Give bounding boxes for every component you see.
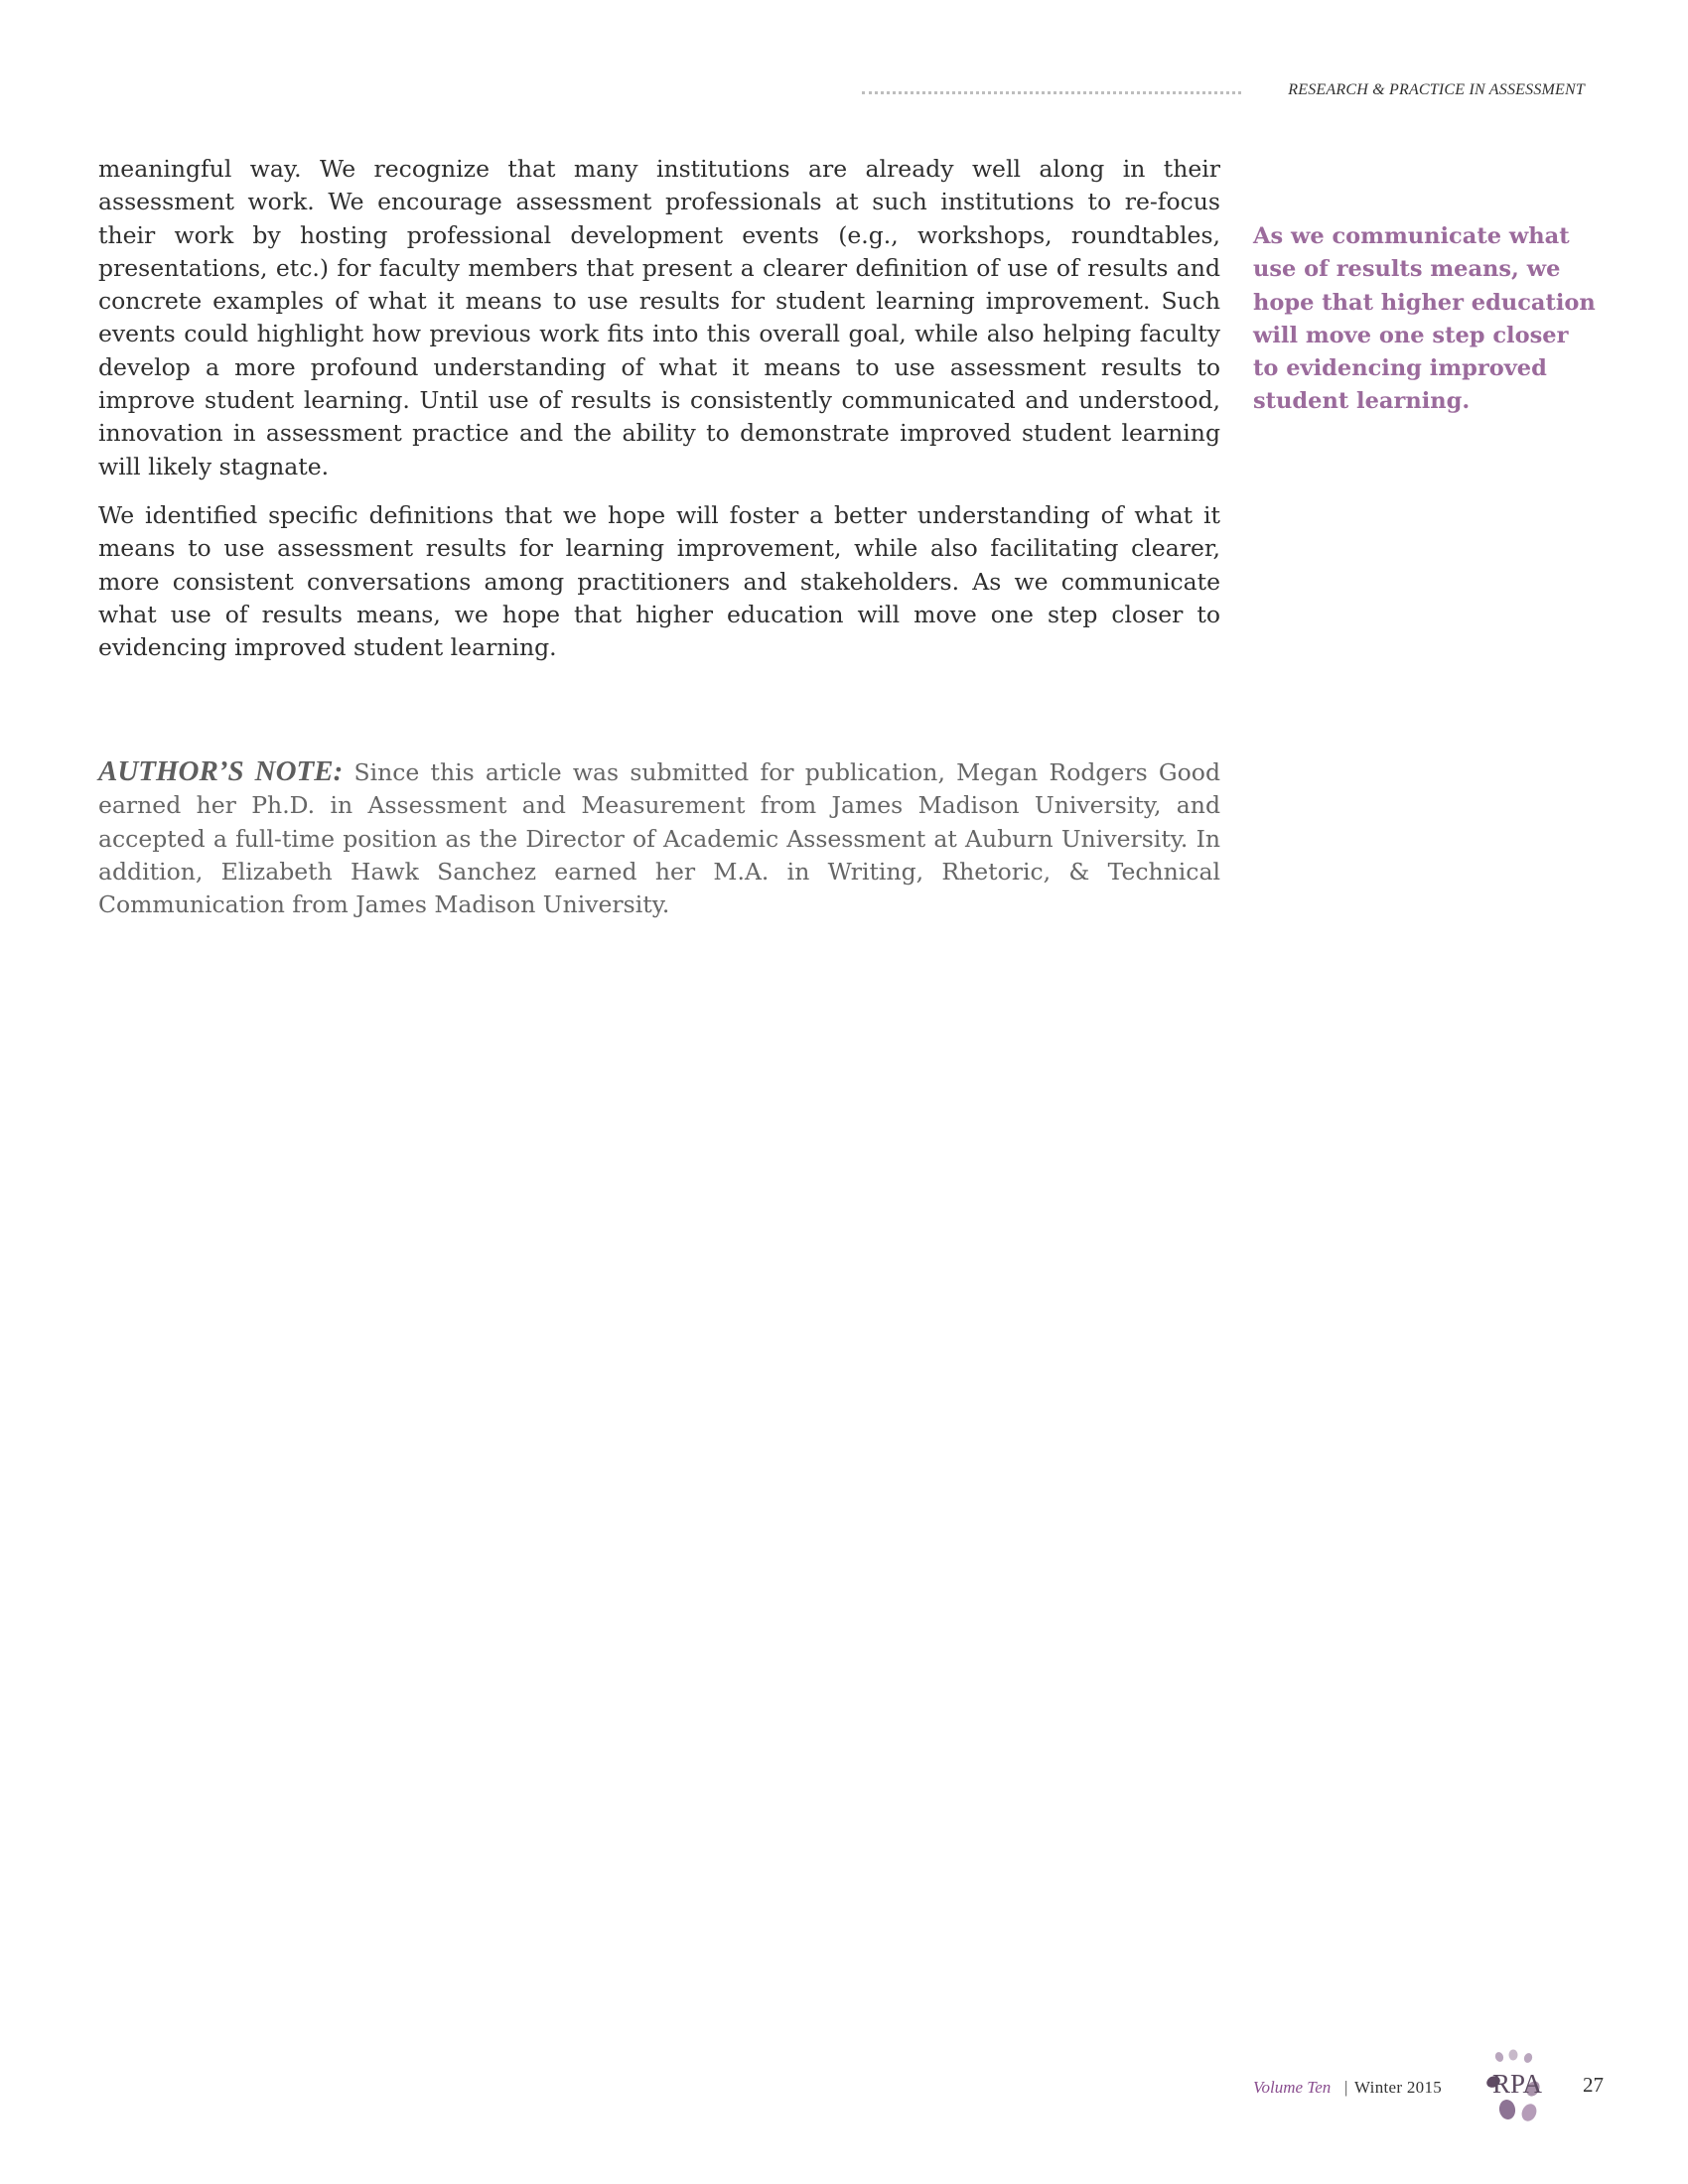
footer-separator: | <box>1344 2078 1348 2097</box>
author-note-label: AUTHOR’S NOTE: <box>98 755 344 787</box>
body-paragraph-1: meaningful way. We recognize that many institutions are already well along in their assessment work. We encourage assessment professionals at such institutions to re-focus their work by hosting professional development events (e.g., workshops, roundtables, presentations, etc.) for faculty members that present a clearer definition of use of results and concrete examples of what it means to use results for student learning improvement. Such events could highlight how previous work fits into this overall goal, while also helping faculty develop a more profound understanding of what it means to use assessment results to improve student learning. Until use of results is consistently communicated and understood, innovation in assessment practice and the ability to demonstrate improved student learning will likely stagnate. <box>98 155 1220 480</box>
header-dotted-rule <box>862 91 1241 94</box>
pull-quote: As we communicate what use of results means, we hope that higher education will move one step closer to evidencing improved student learning. <box>1253 223 1596 415</box>
page-number: 27 <box>1583 2073 1604 2097</box>
footer-volume: Volume Ten <box>1253 2078 1332 2097</box>
author-note <box>98 755 1220 921</box>
body-paragraph-2: We identified specific definitions that we hope will foster a better understanding of what it means to use assessment results for learning improvement, while also facilitating clearer, more consistent conversations among practitioners and stakeholders. As we communicate what use of results means, we hope that higher education will move one step closer to evidencing improved student learning. <box>98 500 1220 662</box>
footer-issue: Winter 2015 <box>1354 2078 1443 2097</box>
rpa-logo <box>1485 2049 1555 2132</box>
author-note-text: Since this article was submitted for publication, Megan Rodgers Good earned her Ph.D. in Assessment and Measurement from James Madison University, and accepted a full-time position as the Director of Academic Assessment at Auburn University. In addition, Elizabeth Hawk Sanchez earned her M.A. in Writing, Rhetoric, & Technical Communication from James Madison University. <box>98 758 1221 919</box>
logo-text: RPA <box>1491 2069 1543 2099</box>
article-body <box>98 153 1220 680</box>
running-header-title: RESEARCH & PRACTICE IN ASSESSMENT <box>1288 81 1585 98</box>
